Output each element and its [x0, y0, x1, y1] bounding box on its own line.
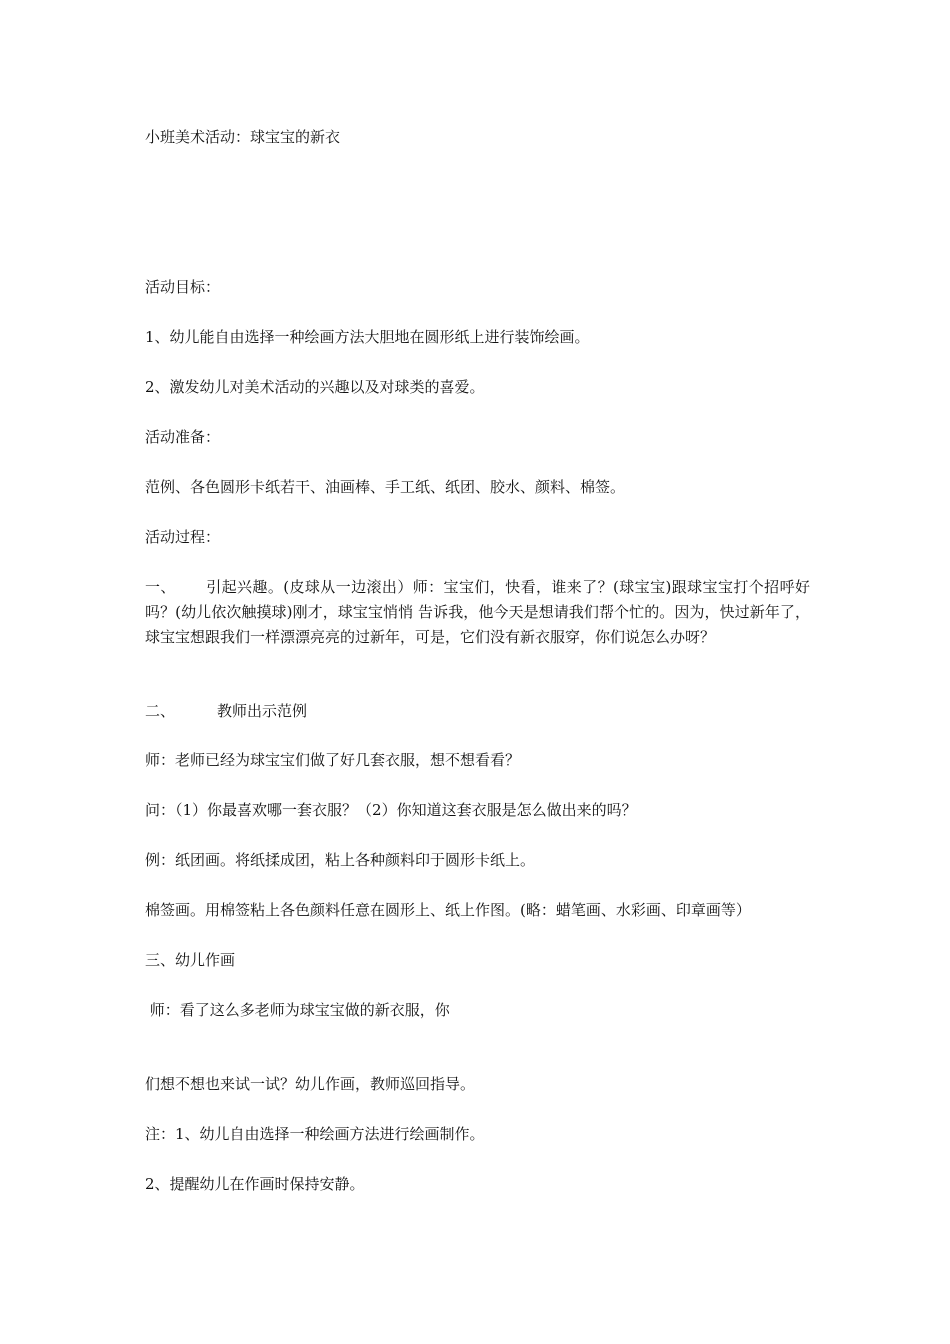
- process-heading: 活动过程：: [145, 528, 221, 546]
- example-line: 例：纸团画。将纸揉成团，粘上各种颜料印于圆形卡纸上。: [145, 851, 536, 869]
- step-2-number: 二、: [145, 702, 176, 720]
- goals-heading: 活动目标：: [145, 278, 221, 296]
- prep-text: 范例、各色圆形卡纸若干、油画棒、手工纸、纸团、胶水、颜料、棉签。: [145, 478, 626, 496]
- note-2: 2、提醒幼儿在作画时保持安静。: [145, 1175, 365, 1193]
- page-title: 小班美术活动：球宝宝的新衣: [145, 128, 341, 146]
- step-2-text: 教师出示范例: [217, 702, 308, 720]
- step-3-heading: 三、幼儿作画: [145, 951, 236, 969]
- note-1: 注：1、幼儿自由选择一种绘画方法进行绘画制作。: [145, 1125, 485, 1143]
- question-line: 问：（1）你最喜欢哪一套衣服？（2）你知道这套衣服是怎么做出来的吗？: [145, 801, 637, 819]
- step-1-paragraph: [145, 575, 810, 650]
- step-1-number: 一、: [145, 578, 176, 596]
- goal-item-1: 1、幼儿能自由选择一种绘画方法大胆地在圆形纸上进行装饰绘画。: [145, 328, 590, 346]
- continue-line: 们想不想也来试一试？幼儿作画，教师巡回指导。: [145, 1075, 476, 1093]
- cotton-swab-line: 棉签画。用棉签粘上各色颜料任意在圆形上、纸上作图。(略：蜡笔画、水彩画、印章画等）: [145, 901, 751, 919]
- prep-heading: 活动准备：: [145, 428, 221, 446]
- step-1-text: 引起兴趣。(皮球从一边滚出）师：宝宝们，快看，谁来了？(球宝宝)跟球宝宝打个招呼好吗？(幼儿依次触摸球)刚才，球宝宝悄悄 告诉我，他今天是想请我们帮个忙的。因为，快过新年了，球宝宝想跟我们一样漂漂亮亮的过新年，可是，它们没有新衣服穿，你们说怎么办呀？: [145, 578, 810, 646]
- teacher-line-2: 师：看了这么多老师为球宝宝做的新衣服，你: [145, 1001, 450, 1019]
- teacher-line: 师：老师已经为球宝宝们做了好几套衣服，想不想看看？: [145, 751, 521, 769]
- goal-item-2: 2、激发幼儿对美术活动的兴趣以及对球类的喜爱。: [145, 378, 485, 396]
- step-2-heading: [145, 701, 307, 721]
